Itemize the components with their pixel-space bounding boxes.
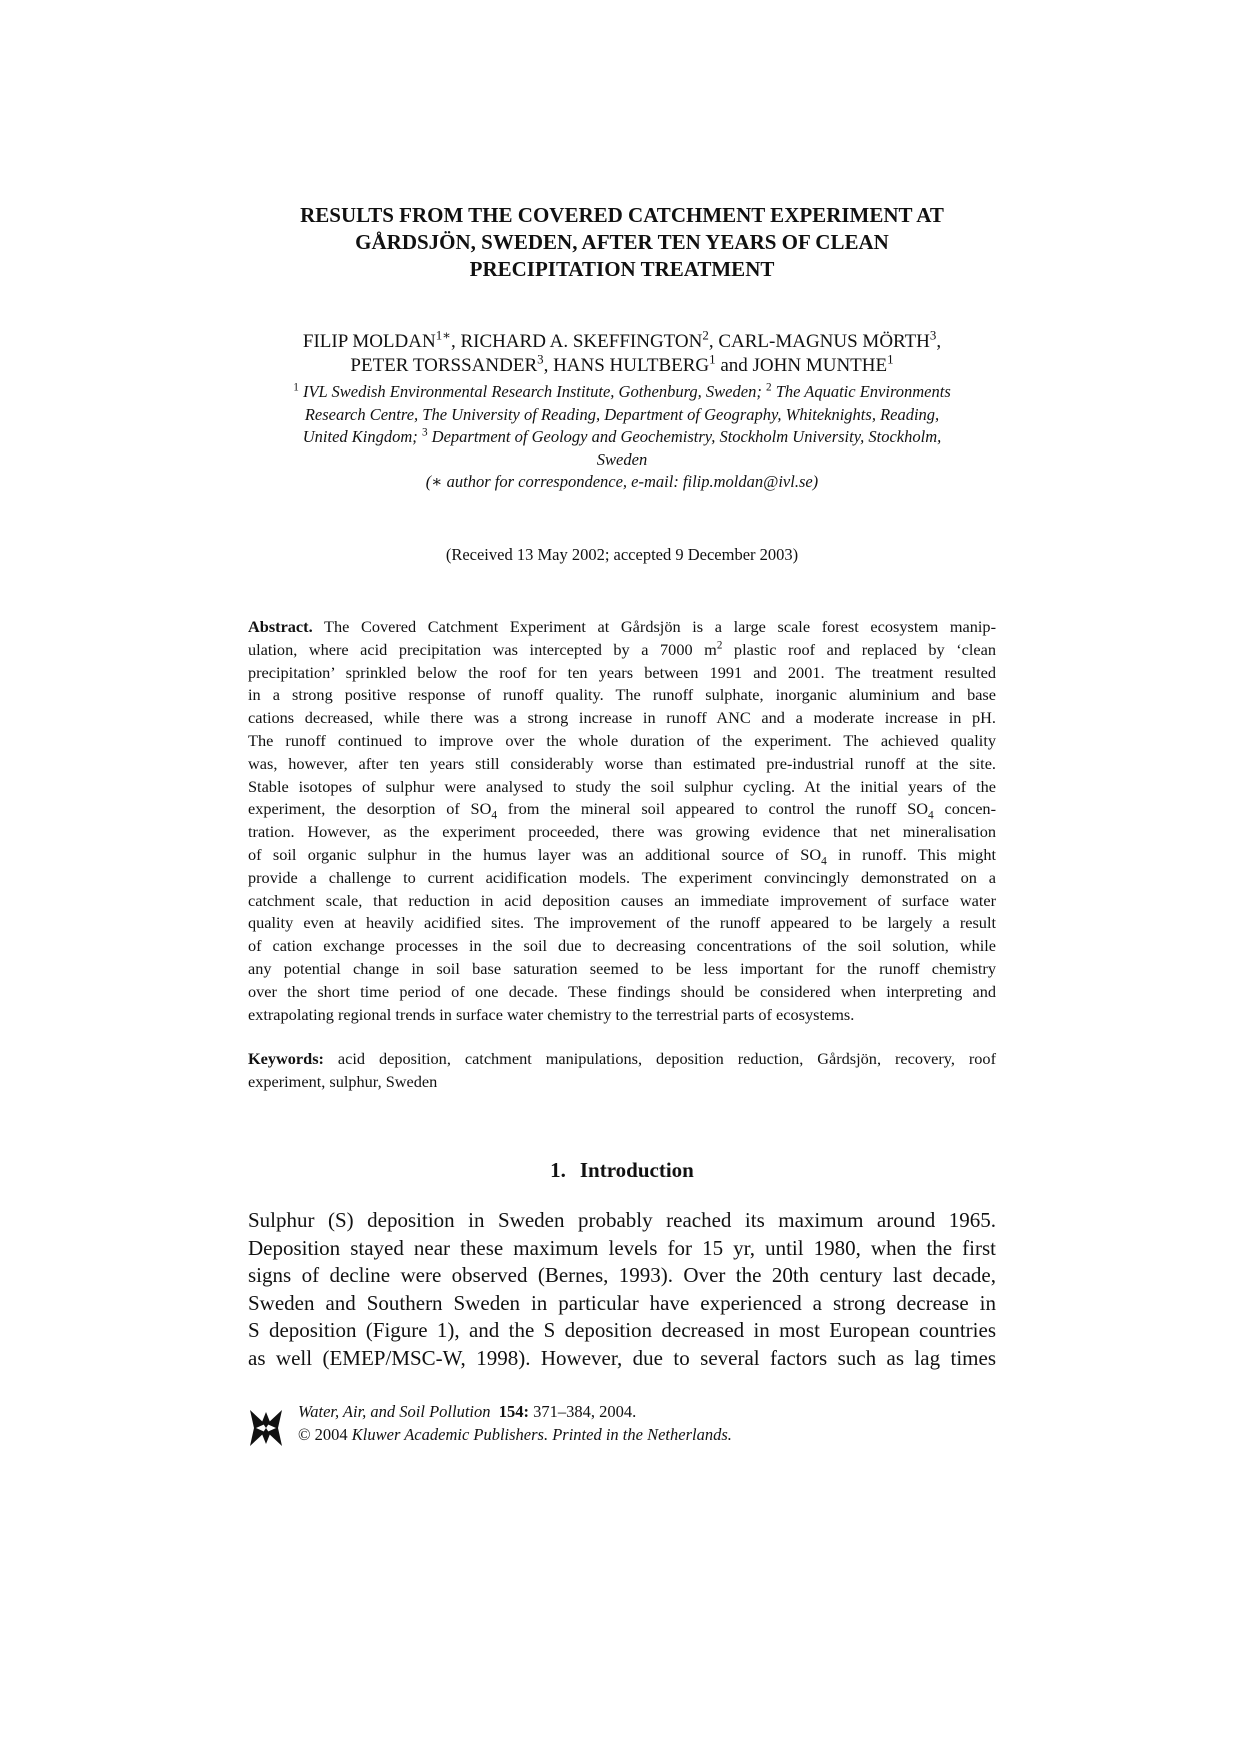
abstract-text: plastic roof and replaced by ‘clean [722, 639, 997, 659]
abstract-text: from the mineral soil appeared to control the runoff SO [497, 799, 929, 819]
abstract-line [248, 844, 996, 867]
author-affil-mark: 1 [709, 351, 716, 367]
affil-mark: 1 [293, 381, 299, 394]
author-name: , HANS HULTBERG [543, 355, 710, 376]
keywords [248, 1048, 996, 1094]
author-name: PETER TORSSANDER [350, 355, 538, 376]
body-line: S deposition (Figure 1), and the S deposition decreased in most European countries [248, 1318, 996, 1343]
subscript: 4 [928, 809, 934, 822]
title-line: PRECIPITATION TREATMENT [469, 257, 775, 281]
abstract-line [248, 639, 996, 662]
abstract-line: any potential change in soil base saturation seemed to be less important for the runoff chemistry [248, 958, 996, 978]
abstract-line [248, 616, 996, 639]
paper-title [248, 202, 996, 283]
affiliation-text: United Kingdom; [302, 427, 422, 446]
author-line [248, 327, 996, 354]
citation-line [298, 1400, 732, 1423]
abstract-line: extrapolating regional trends in surface water chemistry to the terrestrial parts of ecosystems. [248, 1004, 855, 1024]
publisher-logo-icon [248, 1408, 284, 1448]
abstract-text: experiment, the desorption of SO [248, 799, 492, 819]
affiliation-line: Sweden [596, 449, 648, 469]
abstract [248, 616, 996, 1026]
superscript: 2 [716, 639, 723, 652]
journal-name: Water, Air, and Soil Pollution [298, 1402, 491, 1421]
affiliation-text: Department of Geology and Geochemistry, Stockholm University, Stockholm, [427, 427, 942, 446]
body-line: Sweden and Southern Sweden in particular have experienced a strong decrease in [248, 1290, 996, 1315]
body-line: Deposition stayed near these maximum levels for 15 yr, until 1980, when the first [248, 1235, 996, 1260]
publisher-name: Kluwer Academic Publishers. Printed in the Netherlands. [351, 1425, 732, 1444]
abstract-line: was, however, after ten years still considerably worse than estimated pre-industrial runoff at the site. [248, 753, 996, 773]
affiliation-line [248, 381, 996, 404]
title-line: RESULTS FROM THE COVERED CATCHMENT EXPERIMENT AT [300, 203, 944, 227]
footer-text [298, 1400, 732, 1446]
abstract-line: cations decreased, while there was a strong increase in runoff ANC and a moderate increase in pH. [248, 708, 996, 728]
section-heading [248, 1158, 996, 1183]
affil-mark: 2 [765, 381, 772, 394]
body-line: signs of decline were observed (Bernes, 1993). Over the 20th century last decade, [248, 1263, 996, 1288]
author-name: FILIP MOLDAN [302, 331, 436, 352]
affiliation-text: The Aquatic Environments [771, 382, 951, 401]
abstract-line: provide a challenge to current acidification models. The experiment convincingly demonstrated on a [248, 867, 996, 887]
author-affil-mark: 2 [702, 327, 709, 343]
affiliation-line [248, 426, 996, 449]
journal-volume: 154: [498, 1402, 530, 1421]
keywords-line: experiment, sulphur, Sweden [248, 1071, 438, 1091]
keywords-text: acid deposition, catchment manipulations, deposition reduction, Gårdsjön, recovery, roof [323, 1049, 996, 1068]
affiliation-text: IVL Swedish Environmental Research Institute, Gothenburg, Sweden; [298, 382, 766, 401]
affiliations [248, 381, 996, 494]
author-affil-mark: 3 [537, 351, 544, 367]
abstract-text: of soil organic sulphur in the humus layer was an additional source of SO [248, 844, 822, 864]
abstract-line: tration. However, as the experiment proceeded, there was growing evidence that net mineralisation [248, 822, 996, 842]
abstract-line: of cation exchange processes in the soil due to decreasing concentrations of the soil solution, while [248, 936, 996, 956]
abstract-line: in a strong positive response of runoff quality. The runoff sulphate, inorganic aluminium and base [248, 685, 996, 705]
journal-footer [248, 1400, 996, 1450]
abstract-line: quality even at heavily acidified sites. The improvement of the runoff appeared to be largely a result [248, 913, 996, 933]
received-dates: (Received 13 May 2002; accepted 9 December 2003) [445, 545, 799, 564]
abstract-line: Stable isotopes of sulphur were analysed to study the soil sulphur cycling. At the initial years of the [248, 776, 996, 796]
abstract-text: The Covered Catchment Experiment at Gårdsjön is a large scale forest ecosystem manip- [312, 617, 996, 636]
journal-pages: 371–384, 2004. [529, 1402, 637, 1421]
affil-mark: 3 [421, 426, 428, 439]
author-line [248, 351, 996, 378]
copyright-line [298, 1423, 732, 1446]
copyright-mark: © 2004 [298, 1425, 352, 1444]
abstract-line: over the short time period of one decade. These findings should be considered when interpreting and [248, 981, 996, 1001]
abstract-line: The runoff continued to improve over the whole duration of the experiment. The achieved quality [248, 730, 996, 750]
correspondence-note: (∗ author for correspondence, e-mail: filip.moldan@ivl.se) [425, 472, 819, 491]
body-line: Sulphur (S) deposition in Sweden probably reached its maximum around 1965. [248, 1208, 996, 1232]
author-separator: , [936, 331, 942, 352]
keywords-label: Keywords: [248, 1049, 324, 1068]
intro-paragraph [248, 1207, 996, 1373]
author-list [248, 327, 996, 378]
abstract-line [248, 798, 996, 821]
title-line: GÅRDSJÖN, SWEDEN, AFTER TEN YEARS OF CLEAN [355, 230, 889, 254]
author-affil-mark: 3 [929, 327, 937, 343]
keywords-line [248, 1048, 996, 1071]
abstract-text: in runoff. This might [826, 844, 996, 864]
affiliation-line: Research Centre, The University of Reading, Department of Geography, Whiteknights, Reading, [304, 404, 940, 424]
section-title: Introduction [579, 1158, 694, 1182]
abstract-line: catchment scale, that reduction in acid deposition causes an immediate improvement of surface water [248, 890, 996, 910]
abstract-label: Abstract. [248, 617, 313, 636]
subscript: 4 [821, 855, 827, 868]
author-name: , RICHARD A. SKEFFINGTON [450, 331, 703, 352]
abstract-text: concen- [933, 799, 996, 819]
subscript: 4 [491, 809, 498, 822]
author-name: and JOHN MUNTHE [715, 355, 888, 376]
abstract-text: ulation, where acid precipitation was intercepted by a 7000 m [248, 639, 717, 659]
abstract-line: precipitation’ sprinkled below the roof for ten years between 1991 and 2001. The treatment resulted [248, 662, 996, 682]
section-number: 1. [550, 1158, 566, 1182]
body-line: as well (EMEP/MSC-W, 1998). However, due to several factors such as lag times [248, 1345, 996, 1370]
author-name: , CARL-MAGNUS MÖRTH [708, 331, 930, 352]
author-affil-mark: 1 [887, 351, 894, 367]
author-affil-mark: 1∗ [435, 327, 451, 343]
